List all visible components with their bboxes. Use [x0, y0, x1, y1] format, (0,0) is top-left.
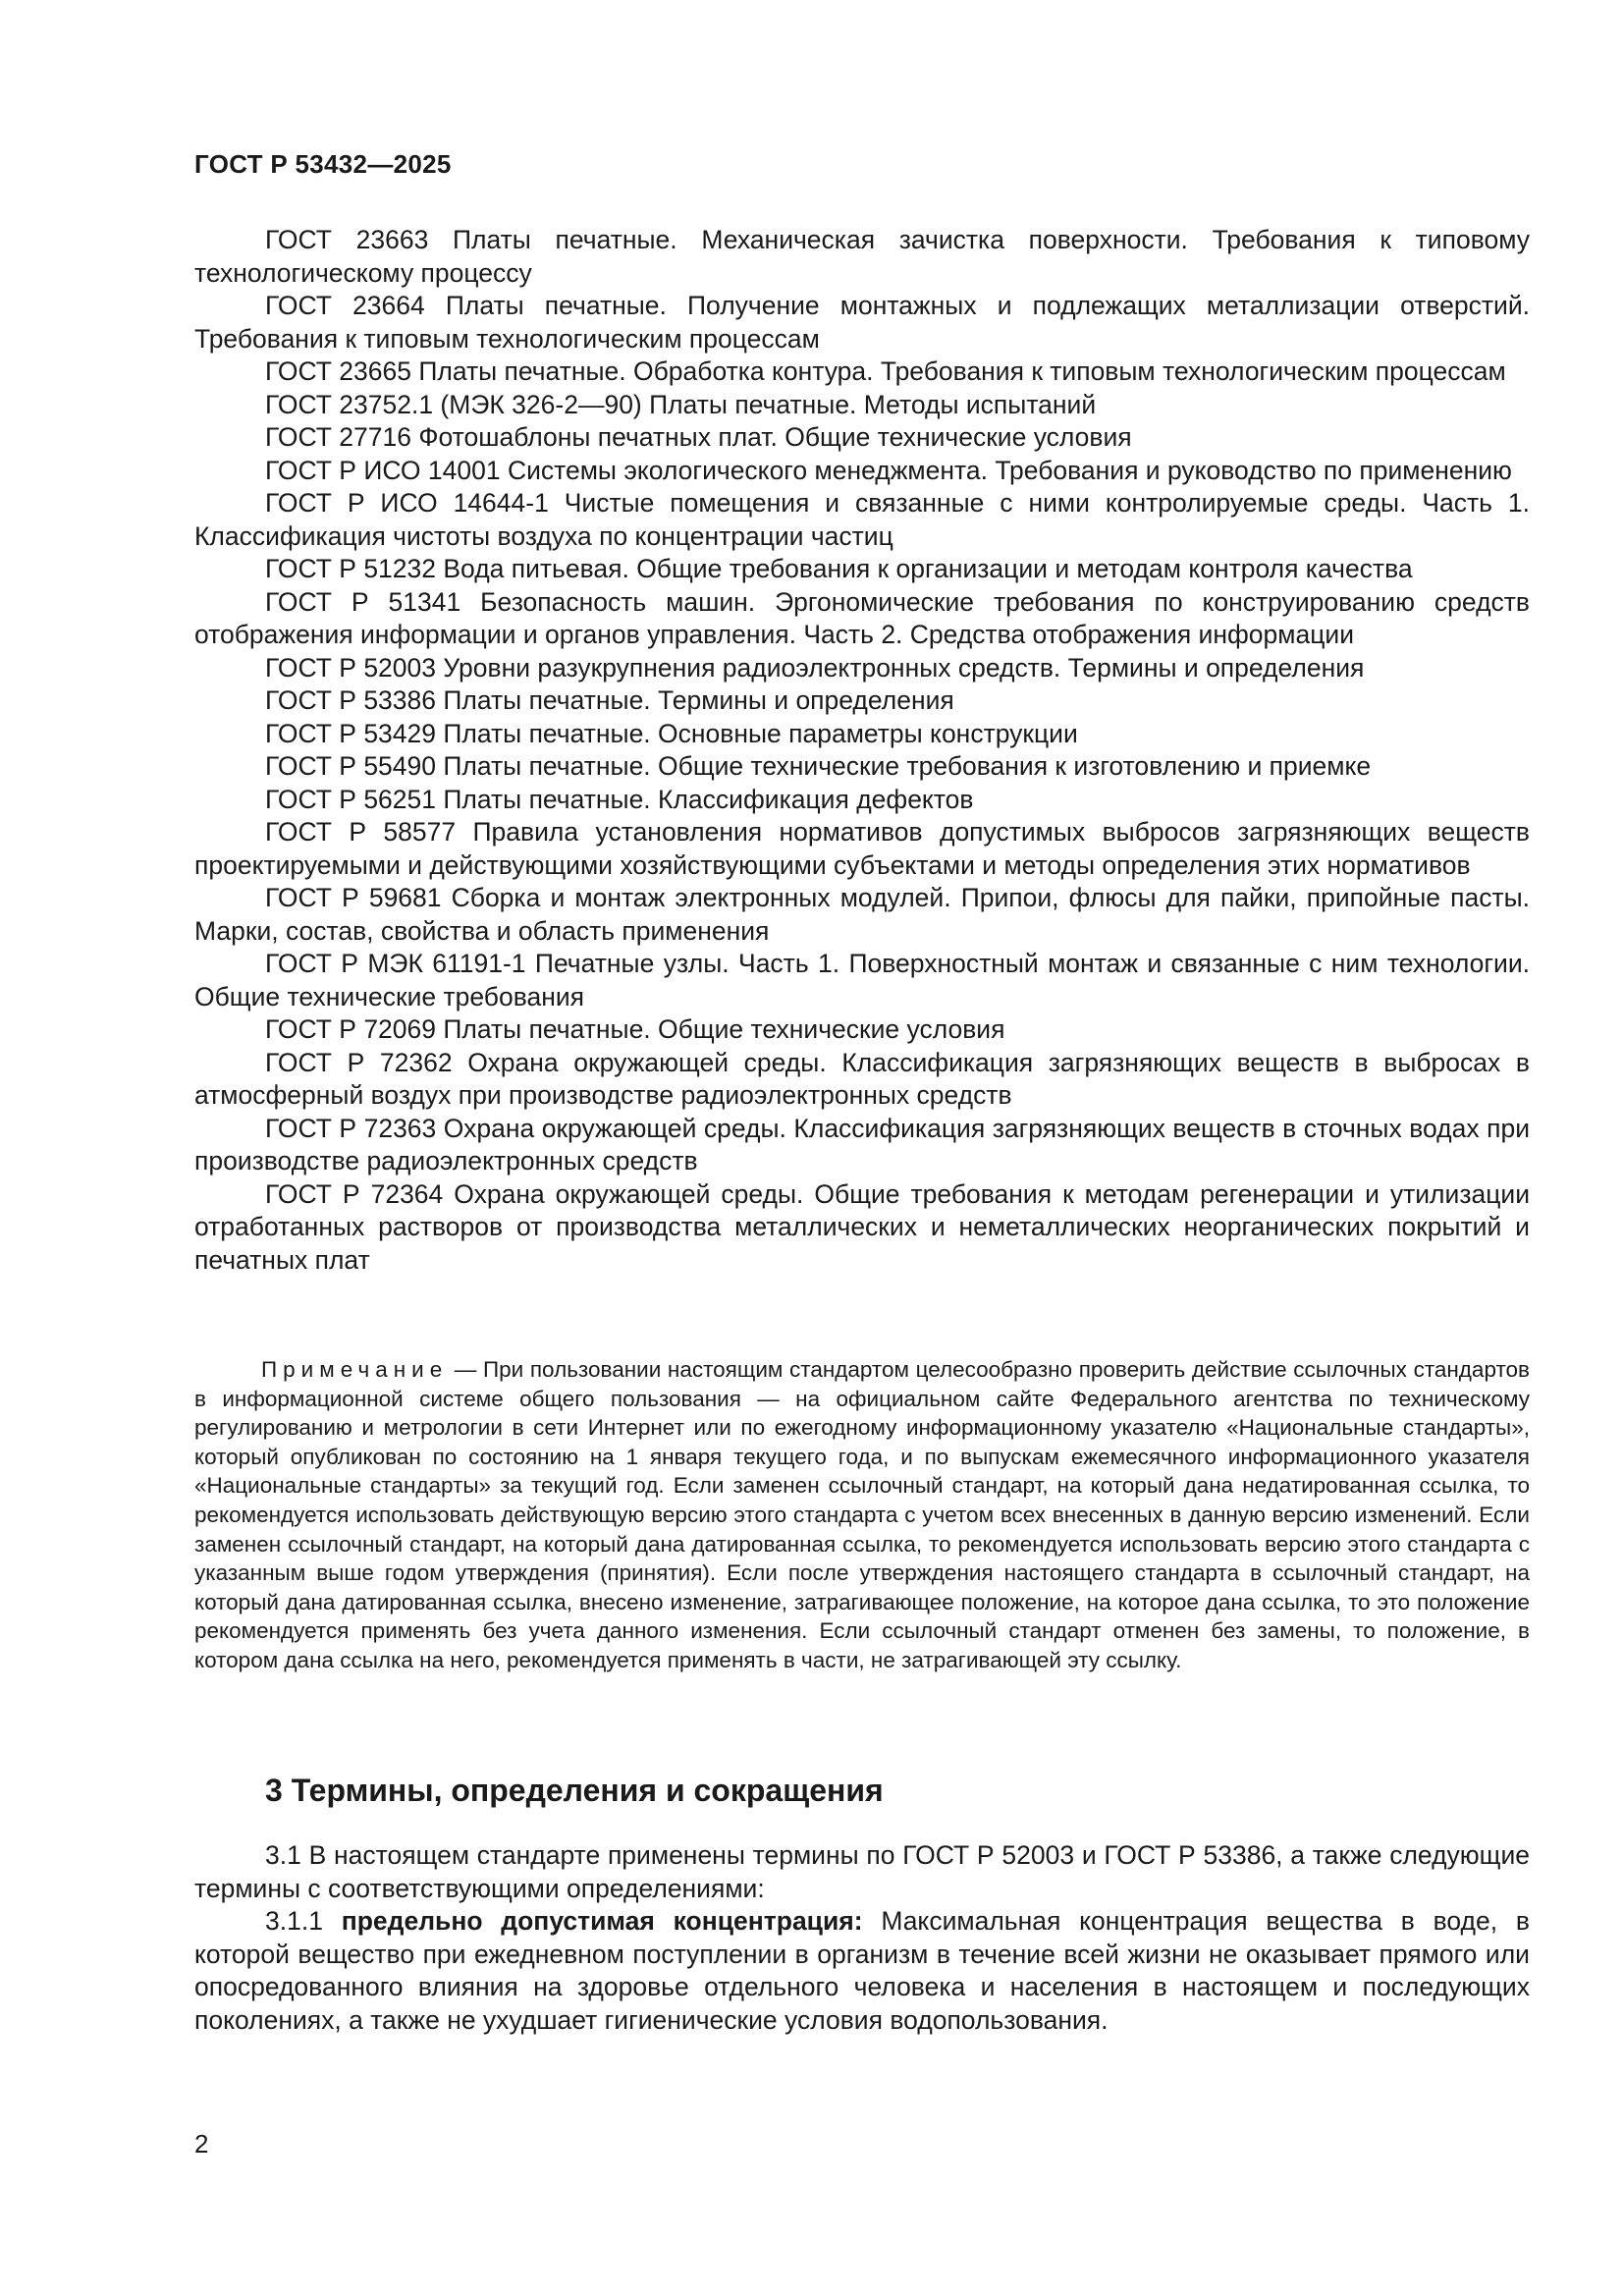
reference-item: ГОСТ Р 72362 Охрана окружающей среды. Классификация загрязняющих веществ в выбросах в атмосферный воздух при производстве радиоэлектронных средств — [194, 1047, 1530, 1110]
reference-item: ГОСТ 23663 Платы печатные. Механическая зачистка поверхности. Требования к типовому технологическому процессу — [194, 225, 1530, 288]
section-body — [194, 1839, 1530, 2037]
paragraph-3-1: 3.1 В настоящем стандарте применены термины по ГОСТ Р 52003 и ГОСТ Р 53386, а также следующие термины с соответствующими определениями: — [194, 1840, 1530, 1903]
reference-item: ГОСТ Р 59681 Сборка и монтаж электронных модулей. Припои, флюсы для пайки, припойные пасты. Марки, состав, свойства и область применения — [194, 883, 1530, 946]
reference-item: ГОСТ 27716 Фотошаблоны печатных плат. Общие технические условия — [265, 422, 1132, 452]
reference-item: ГОСТ Р ИСО 14644-1 Чистые помещения и связанные с ними контролируемые среды. Часть 1. Классификация чистоты воздуха по концентрации частиц — [194, 488, 1530, 551]
term-definition: Максимальная концентрация вещества в воде, в которой вещество при ежедневном поступлении в организм в течение всей жизни не оказывает прямого или опосредованного влияния на здоровье отдельного человека и населения в настоящем и последующих поколениях, а также не ухудшает гигиенические условия водопользования. — [194, 1906, 1530, 2035]
paragraph-3-1-1 — [194, 1905, 1530, 2037]
reference-item: ГОСТ Р 51232 Вода питьевая. Общие требования к организации и методам контроля качества — [265, 554, 1413, 583]
note-text: — При пользовании настоящим стандартом целесообразно проверить действие ссылочных стандартов в информационной системе общего пользования — на официальном сайте Федерального агентства по техническому регулированию и метрологии в сети Интернет или по ежегодному информационному указателю «Национальные стандарты», который опубликован по состоянию на 1 января текущего года, и по выпускам ежемесячного информационного указателя «Национальные стандарты» за текущий год. Если заменен ссылочный стандарт, на который дана недатированная ссылка, то рекомендуется использовать действующую версию этого стандарта с учетом всех внесенных в данную версию изменений. Если заменен ссылочный стандарт, на который дана датированная ссылка, то рекомендуется использовать версию этого стандарта с указанным выше годом утверждения (принятия). Если после утверждения настоящего стандарта в ссылочный стандарт, на который дана датированная ссылка, внесено изменение, затрагивающее положение, на которое дана ссылка, то это положение рекомендуется применять без учета данного изменения. Если ссылочный стандарт отменен без замены, то положение, в котором дана ссылка на него, рекомендуется применять в части, не затрагивающей эту ссылку. — [194, 1357, 1530, 1672]
reference-item: ГОСТ 23665 Платы печатные. Обработка контура. Требования к типовым технологическим процессам — [265, 356, 1506, 386]
note-label: Примечание — [261, 1357, 449, 1382]
document-header: ГОСТ Р 53432—2025 — [194, 149, 452, 179]
reference-item: ГОСТ Р 72069 Платы печатные. Общие технические условия — [265, 1014, 1005, 1044]
reference-item: ГОСТ Р МЭК 61191-1 Печатные узлы. Часть 1. Поверхностный монтаж и связанные с ним технологии. Общие технические требования — [194, 949, 1530, 1011]
reference-item: ГОСТ Р 72363 Охрана окружающей среды. Классификация загрязняющих веществ в сточных водах при производстве радиоэлектронных средств — [194, 1113, 1530, 1175]
reference-item: ГОСТ Р 53429 Платы печатные. Основные параметры конструкции — [265, 718, 1078, 748]
reference-item: ГОСТ Р 52003 Уровни разукрупнения радиоэлектронных средств. Термины и определения — [265, 652, 1365, 683]
section-title: 3 Термины, определения и сокращения — [265, 1773, 884, 1808]
reference-item: ГОСТ Р 58577 Правила установления нормативов допустимых выбросов загрязняющих веществ проектируемыми и действующими хозяйствующими субъектами и методы определения этих нормативов — [194, 817, 1530, 880]
reference-item: ГОСТ Р 53386 Платы печатные. Термины и определения — [265, 685, 954, 715]
page-number: 2 — [194, 2129, 209, 2159]
reference-item: ГОСТ Р ИСО 14001 Системы экологического менеджмента. Требования и руководство по применению — [265, 455, 1512, 485]
reference-item: ГОСТ Р 51341 Безопасность машин. Эргономические требования по конструированию средств отображения информации и органов управления. Часть 2. Средства отображения информации — [194, 586, 1530, 649]
reference-item: ГОСТ 23752.1 (МЭК 326-2—90) Платы печатные. Методы испытаний — [265, 389, 1097, 419]
reference-item: ГОСТ 23664 Платы печатные. Получение монтажных и подлежащих металлизации отверстий. Требования к типовым технологическим процессам — [194, 291, 1530, 354]
reference-item: ГОСТ Р 72364 Охрана окружающей среды. Общие требования к методам регенерации и утилизации отработанных растворов от производства металлических и неметаллических неорганических покрытий и печатных плат — [194, 1178, 1530, 1275]
note-paragraph — [194, 1355, 1530, 1675]
term-name: предельно допустимая концентрация: — [341, 1906, 863, 1936]
normative-references-list — [194, 224, 1530, 1277]
reference-item: ГОСТ Р 56251 Платы печатные. Классификация дефектов — [265, 784, 974, 814]
clause-number: 3.1.1 — [265, 1906, 342, 1936]
reference-item: ГОСТ Р 55490 Платы печатные. Общие технические требования к изготовлению и приемке — [265, 751, 1372, 781]
